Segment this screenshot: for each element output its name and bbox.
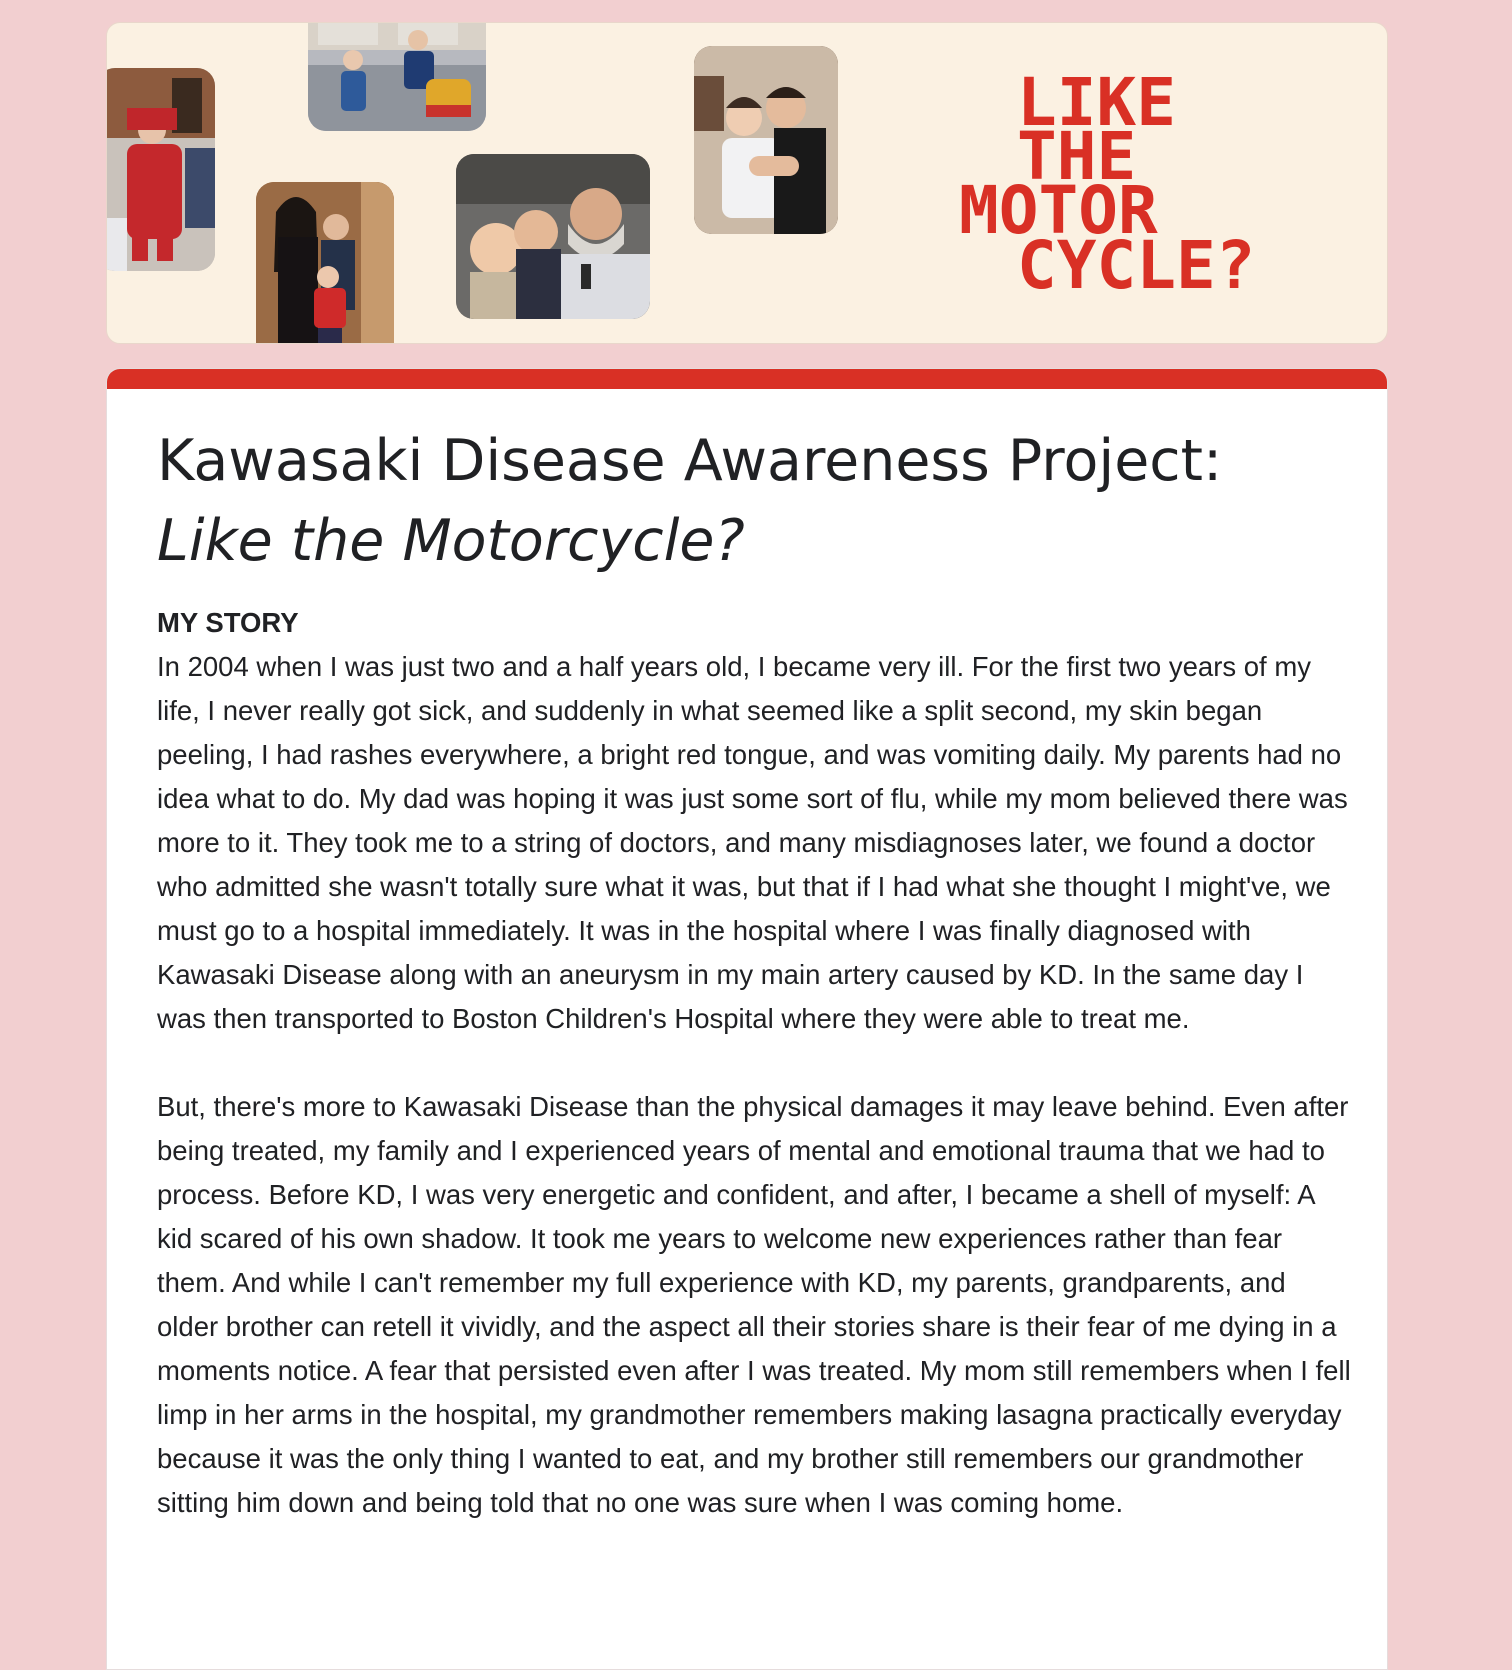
accent-bar [107,369,1387,389]
form-title-plain: Kawasaki Disease Awareness Project: [157,428,1223,494]
header-banner [106,22,1388,344]
logo-line-2: THE [1017,118,1137,195]
story-paragraph-1: In 2004 when I was just two and a half years old, I became very ill. For the first two years of my life, I never really got sick, and suddenly in what seemed like a split second, my skin began peeling, I had rashes everywhere, a bright red tongue, and was vomiting daily. My parents had no idea what to do. My dad was hoping it was just some sort of flu, while my mom believed there was more to it. They took me to a string of doctors, and many misdiagnoses later, we found a doctor who admitted she wasn't totally sure what it was, but that if I had what she thought I might've, we must go to a hospital immediately. It was in the hospital where I was finally diagnosed with Kawasaki Disease along with an aneurysm in my main artery caused by KD. In the same day I was then transported to Boston Children's Hospital where they were able to treat me. [157,651,1348,1034]
logo-like-the-motorcycle [957,63,1317,303]
photo-grandfather-kids [456,154,650,319]
photo-mother-son [256,182,394,344]
form-header-card [106,368,1388,1670]
photo-child-red-outfit [106,68,215,271]
logo-line-1: LIKE [1017,64,1176,141]
photo-brothers-hug [694,46,838,234]
logo-line-4: CYCLE? [1017,227,1256,303]
form-title [157,421,1257,581]
form-title-italic: Like the Motorcycle? [157,508,745,574]
story-paragraph-2: But, there's more to Kawasaki Disease than the physical damages it may leave behind. Even after being treated, my family and I experienced years of mental and emotional trauma that we had to process. Before KD, I was very energetic and confident, and after, I became a shell of myself: A kid scared of his own shadow. It took me years to welcome new experiences rather than fear them. And while I can't remember my full experience with KD, my parents, grandparents, and older brother can retell it vividly, and the aspect all their stories share is their fear of me dying in a moments notice. A fear that persisted even after I was treated. My mom still remembers when I fell limp in her arms in the hospital, my grandmother remembers making lasagna practically everyday because it was the only thing I wanted to eat, and my brother still remembers our grandmother sitting him down and being told that no one was sure when I was coming home. [157,1091,1351,1518]
logo-line-3: MOTOR [959,172,1158,249]
form-description [157,601,1352,1525]
section-heading: MY STORY [157,607,299,638]
paragraph-spacer [157,1041,1352,1085]
photo-children-couch [308,22,486,131]
